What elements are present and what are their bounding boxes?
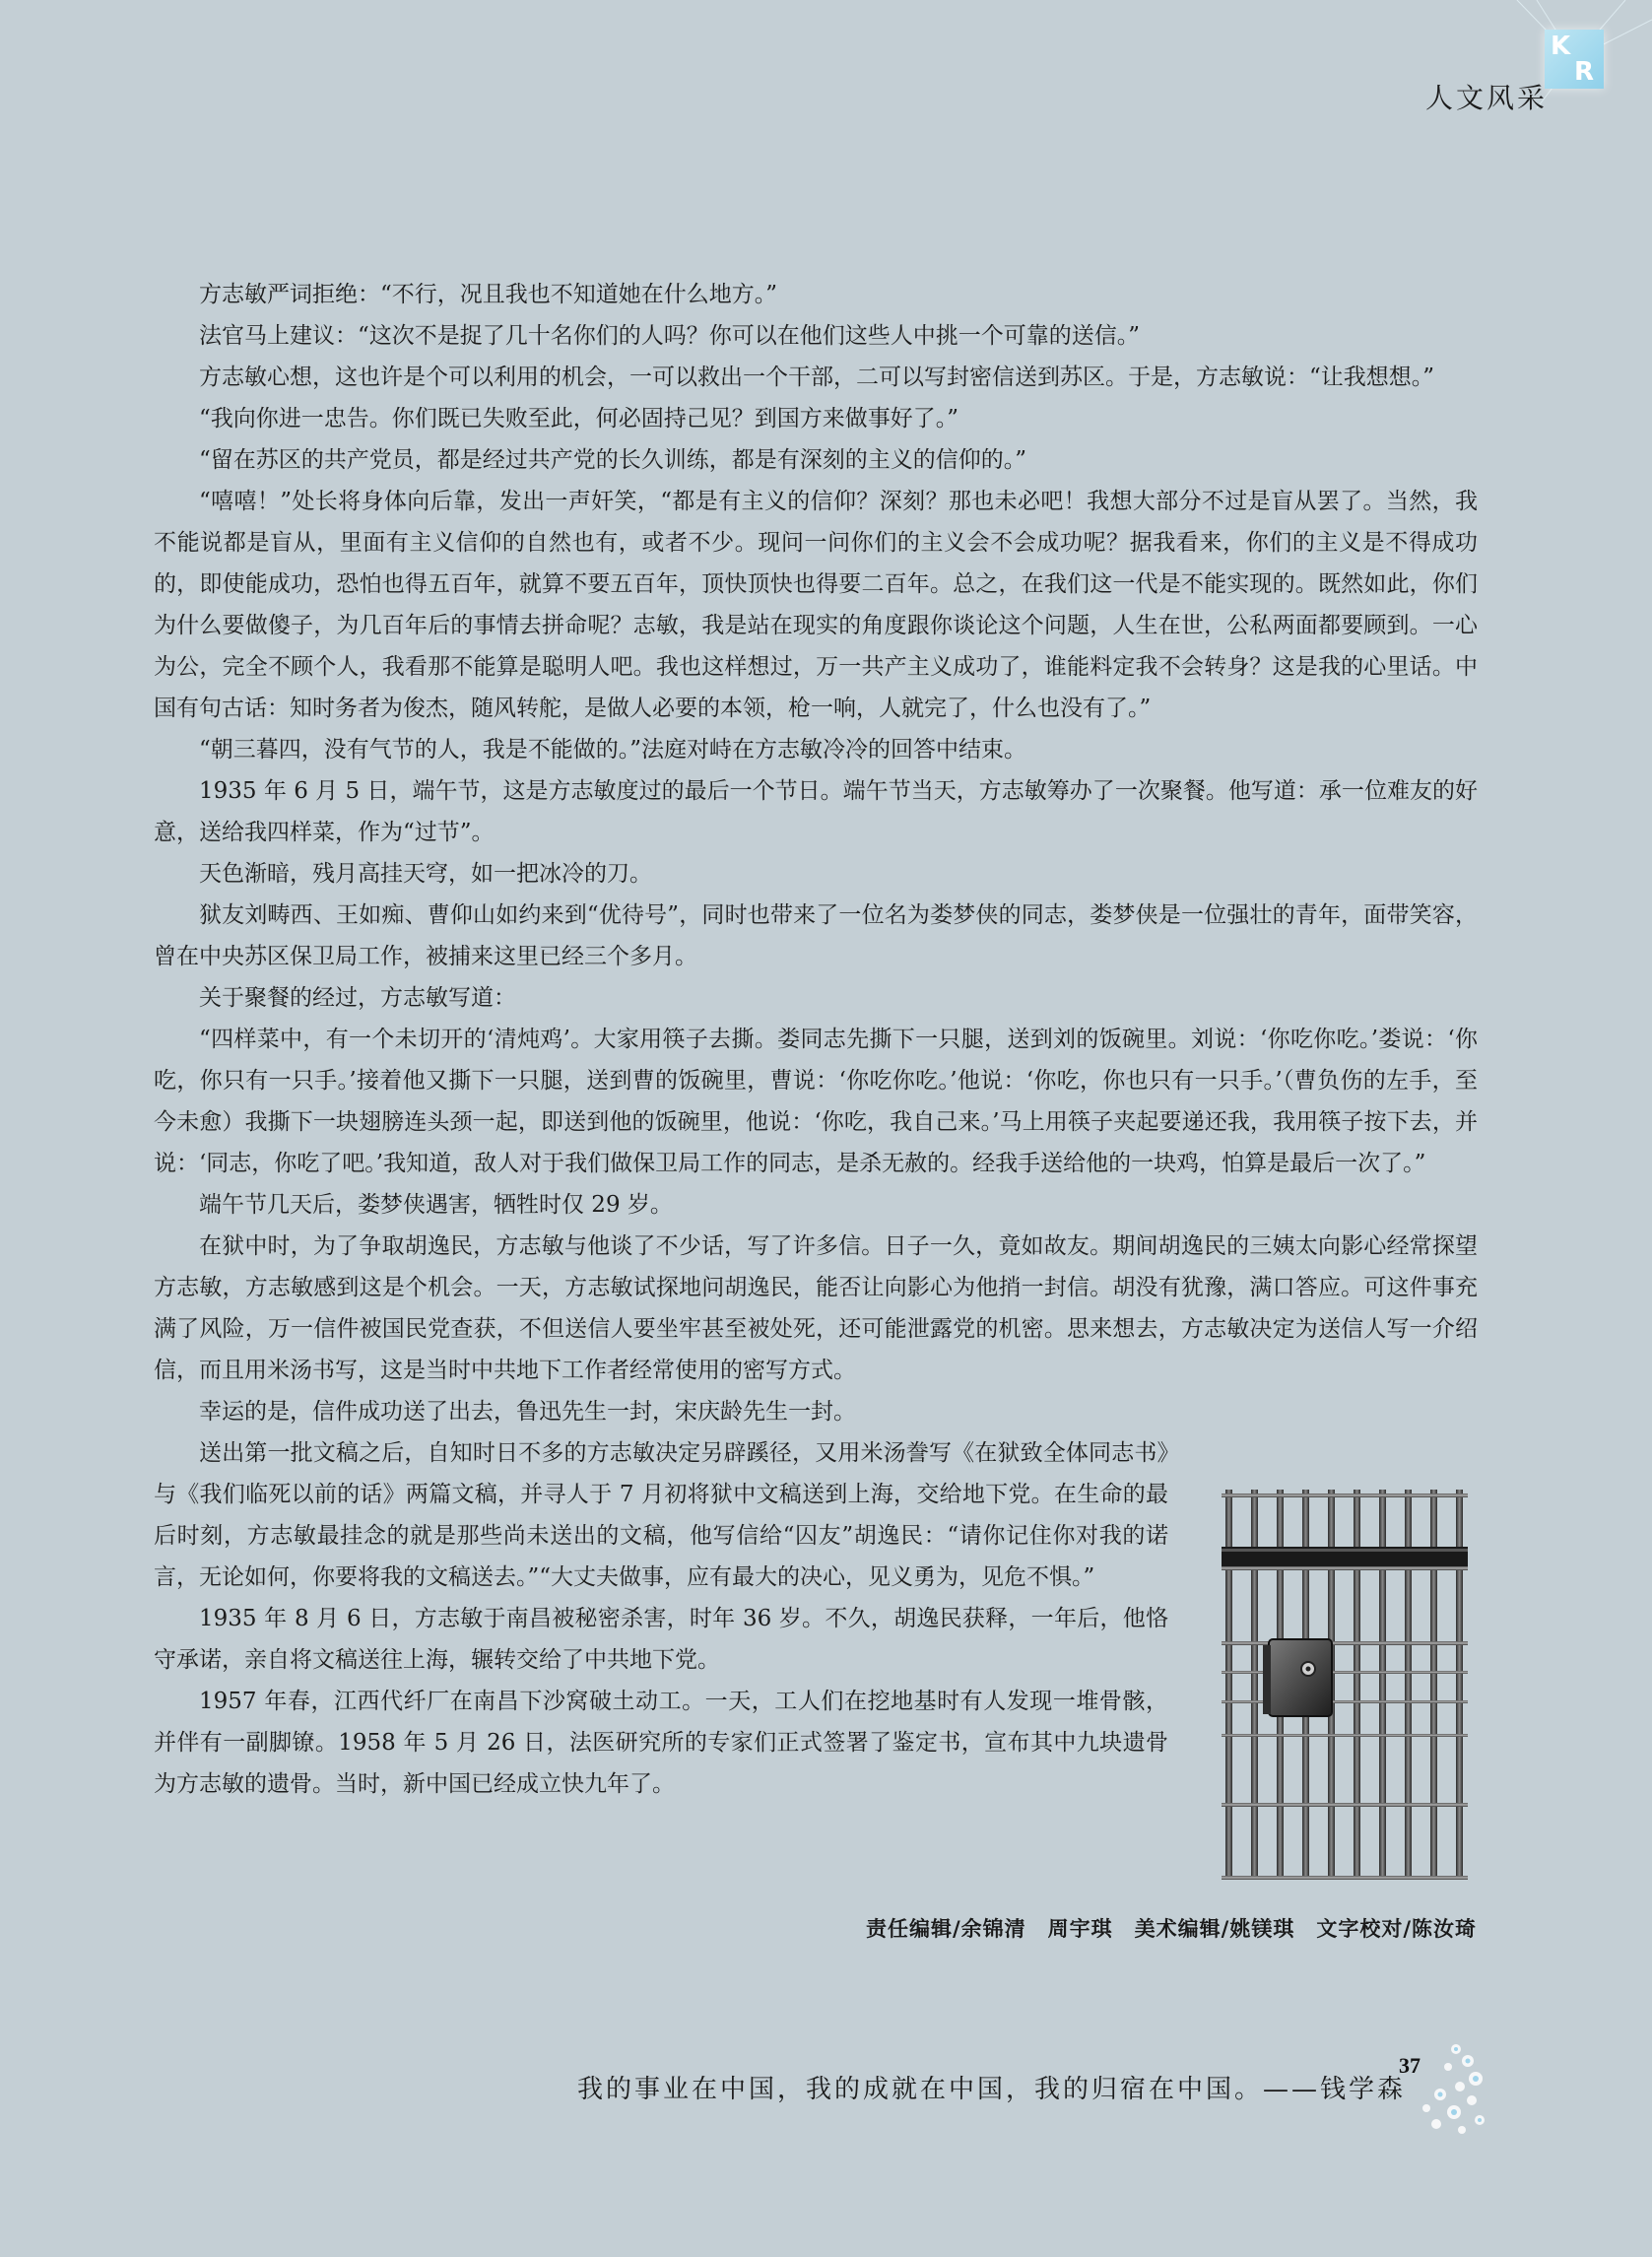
paragraph: 关于聚餐的经过，方志敏写道： (199, 985, 516, 1011)
section-title: 人文风采 (1424, 82, 1548, 114)
editor-credits: 责任编辑/余锦清 周宇琪 美术编辑/姚镁琪 文字校对/陈汝琦 (865, 1917, 1477, 1941)
paragraph: 送出第一批文稿之后，自知时日不多的方志敏决定另辟蹊径，又用米汤誊写《在狱致全体同志书》与《我们临死以前的话》两篇文稿，并寻人于 7 月初将狱中文稿送到上海，交给地下党。在生命的最后时刻，方志敏最挂念的就是那些尚未送出的文稿，他写信给“囚友”胡逸民：“请你记住你对我的诺言，无论如何，你要将我的文稿送去。”“大丈夫做事，应有最大的决心，见义勇为，见危不惧。” (154, 1440, 1168, 1590)
paragraph: 天色渐暗，残月高挂天穹，如一把冰冷的刀。 (199, 861, 652, 887)
paragraph: 在狱中时，为了争取胡逸民，方志敏与他谈了不少话，写了许多信。日子一久，竟如故友。期间胡逸民的三姨太向影心经常探望方志敏，方志敏感到这是个机会。一天，方志敏试探地问胡逸民，能否让向影心为他捎一封信。胡没有犹豫，满口答应。可这件事充满了风险，万一信件被国民党查获，不但送信人要坐牢甚至被处死，还可能泄露党的机密。思来想去，方志敏决定为送信人写一介绍信，而且用米汤书写，这是当时中共地下工作者经常使用的密写方式。 (154, 1233, 1478, 1383)
paragraph: “嘻嘻！”处长将身体向后靠，发出一声奸笑，“都是有主义的信仰？深刻？那也未必吧！我想大部分不过是盲从罢了。当然，我不能说都是盲从，里面有主义信仰的自然也有，或者不少。现问一问你们的主义会不会成功呢？据我看来，你们的主义是不得成功的，即使能成功，恐怕也得五百年，就算不要五百年，顶快顶快也得要二百年。总之，在我们这一代是不能实现的。既然如此，你们为什么要做傻子，为几百年后的事情去拼命呢？志敏，我是站在现实的角度跟你谈论这个问题，人生在世，公私两面都要顾到。一心为公，完全不顾个人，我看那不能算是聪明人吧。我也这样想过，万一共产主义成功了，谁能料定我不会转身？这是我的心里话。中国有句古话：知时务者为俊杰，随风转舵，是做人必要的本领，枪一响，人就完了，什么也没有了。” (154, 489, 1478, 721)
logo-letter-r: R (1574, 57, 1595, 87)
paragraph: 法官马上建议：“这次不是捉了几十名你们的人吗？你可以在他们这些人中挑一个可靠的送信。” (199, 323, 1141, 349)
paragraph: 端午节几天后，娄梦侠遇害，牺牲时仅 29 岁。 (199, 1192, 673, 1218)
paragraph: 方志敏严词拒绝：“不行，况且我也不知道她在什么地方。” (199, 282, 778, 307)
paragraph: “我向你进一忠告。你们既已失败至此，何必固持己见？到国方来做事好了。” (199, 406, 959, 431)
paragraph: 幸运的是，信件成功送了出去，鲁迅先生一封，宋庆龄先生一封。 (199, 1399, 856, 1425)
paragraph: 1935 年 8 月 6 日，方志敏于南昌被秘密杀害，时年 36 岁。不久，胡逸民获释，一年后，他恪守承诺，亲自将文稿送往上海，辗转交给了中共地下党。 (154, 1606, 1168, 1673)
paragraph: 狱友刘畴西、王如痴、曹仰山如约来到“优待号”，同时也带来了一位名为娄梦侠的同志，娄梦侠是一位强壮的青年，面带笑容，曾在中央苏区保卫局工作，被捕来这里已经三个多月。 (154, 902, 1478, 969)
paragraph: 1957 年春，江西代纤厂在南昌下沙窝破土动工。一天，工人们在挖地基时有人发现一堆骨骸，并伴有一副脚镣。1958 年 5 月 26 日，法医研究所的专家们正式签署了鉴定书，宣布其中九块遗骨为方志敏的遗骨。当时，新中国已经成立快九年了。 (154, 1689, 1168, 1797)
footer-quote: 我的事业在中国，我的成就在中国，我的归宿在中国。——钱学森 (577, 2075, 1407, 2104)
paragraph: “留在苏区的共产党员，都是经过共产党的长久训练，都是有深刻的主义的信仰的。” (199, 447, 1027, 473)
paragraph: “四样菜中，有一个未切开的‘清炖鸡’。大家用筷子去撕。娄同志先撕下一只腿，送到刘的饭碗里。刘说：‘你吃你吃。’娄说：‘你吃，你只有一只手。’接着他又撕下一只腿，送到曹的饭碗里，曹说：‘你吃你吃。’他说：‘你吃，你也只有一只手。’（曹负伤的左手，至今未愈）我撕下一块翅膀连头颈一起，即送到他的饭碗里，他说：‘你吃，我自己来。’马上用筷子夹起要递还我，我用筷子按下去，并说：‘同志，你吃了吧。’我知道，敌人对于我们做保卫局工作的同志，是杀无赦的。经我手送给他的一块鸡，怕算是最后一次了。” (154, 1027, 1478, 1176)
paragraph: 方志敏心想，这也许是个可以利用的机会，一可以救出一个干部，二可以写封密信送到苏区。于是，方志敏说：“让我想想。” (199, 365, 1435, 390)
logo-letter-k: K (1551, 32, 1571, 61)
paragraph: “朝三暮四，没有气节的人，我是不能做的。”法庭对峙在方志敏冷冷的回答中结束。 (199, 737, 1027, 763)
paragraph: 1935 年 6 月 5 日，端午节，这是方志敏度过的最后一个节日。端午节当天，方志敏筹办了一次聚餐。他写道：承一位难友的好意，送给我四样菜，作为“过节”。 (154, 778, 1478, 845)
text-beside-image (154, 1432, 1168, 1805)
jail-bars-illustration (1222, 1490, 1474, 1880)
page-number: 37 (1399, 2053, 1421, 2078)
padlock-icon (1263, 1639, 1332, 1716)
kr-logo-icon (1545, 30, 1604, 89)
